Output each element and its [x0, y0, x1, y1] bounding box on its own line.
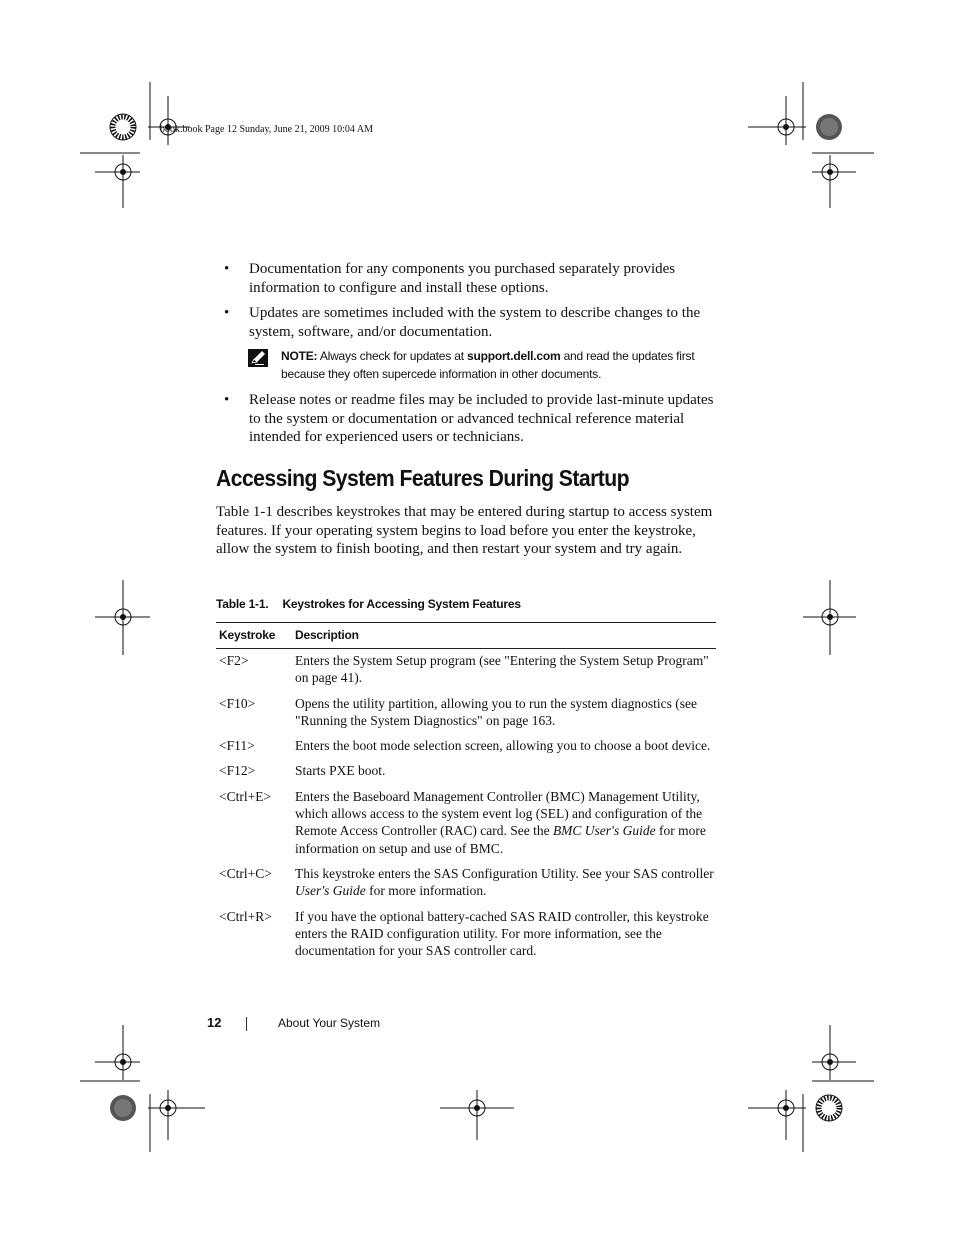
intro-paragraph: Table 1-1 describes keystrokes that may be entered during startup to access system features. If your operating system begins to load before you enter the keystroke, allow the system to finish booting, and then restart your system and try again.: [216, 504, 713, 558]
keystroke-cell: <Ctrl+C>: [219, 865, 272, 881]
table-row: [216, 786, 716, 863]
list-item: • Updates are sometimes included with the system to describe changes to the system, software, and/or documentation.: [224, 305, 701, 340]
column-header-description: Description: [292, 623, 716, 649]
bullet-list: [216, 260, 716, 350]
bullet-icon: •: [224, 392, 230, 408]
description-cell: If you have the optional battery-cached SAS RAID controller, this keystroke enters the RAID configuration utility. For more information, see the documentation for your SAS controller card.: [295, 908, 709, 959]
bullet-list: [216, 391, 716, 454]
keystroke-cell: <Ctrl+E>: [219, 788, 272, 804]
bullet-icon: •: [224, 261, 230, 277]
note-label: NOTE:: [281, 349, 318, 363]
guide-title: User's Guide: [295, 883, 366, 899]
footer-section-title: About Your System: [278, 1016, 381, 1030]
note-text: NOTE: Always check for updates at support.dell.com and read the updates first because they often supercede information in other documents.: [281, 349, 695, 381]
section-heading: Accessing System Features During Startup: [216, 465, 630, 491]
print-slug: book.book Page 12 Sunday, June 21, 2009 10:04 AM: [160, 124, 373, 135]
keystroke-cell: <F2>: [219, 653, 249, 668]
table-row: [216, 863, 716, 906]
table-row: [216, 906, 716, 966]
page-number: 12: [207, 1015, 222, 1030]
keystroke-cell: <F11>: [219, 738, 255, 754]
table-row: [216, 735, 716, 760]
description-cell: Starts PXE boot.: [295, 763, 386, 779]
description-cell: Enters the boot mode selection screen, allowing you to choose a boot device.: [295, 738, 711, 754]
keystroke-cell: <Ctrl+R>: [219, 908, 272, 924]
table-row: [216, 760, 716, 785]
pencil-note-icon: [248, 349, 268, 367]
table-caption: Table 1-1. Keystrokes for Accessing System Features: [216, 597, 521, 611]
list-item: • Documentation for any components you purchased separately provides information to configure and install these options.: [224, 261, 676, 296]
note-box: [248, 348, 716, 383]
table-header-row: [216, 623, 716, 649]
table-row: [216, 693, 716, 736]
guide-title: BMC User's Guide: [552, 823, 656, 839]
description-cell: Enters the Baseboard Management Controller (BMC) Management Utility, which allows access to the system event log (SEL) and configuration of the Remote Access Controller (RAC) card. See the BMC User's Guide for more information on setup and use of BMC.: [295, 788, 706, 856]
keystroke-cell: <F12>: [219, 763, 256, 779]
support-link[interactable]: support.dell.com: [466, 349, 561, 363]
keystroke-table: [216, 622, 716, 965]
bullet-icon: •: [224, 305, 230, 321]
column-header-keystroke: Keystroke: [216, 623, 292, 649]
description-cell: Opens the utility partition, allowing you to run the system diagnostics (see "Running the System Diagnostics" on page 163.: [295, 695, 697, 728]
keystroke-cell: <F10>: [219, 695, 256, 711]
list-item: • Release notes or readme files may be included to provide last-minute updates to the system or documentation or advanced technical reference material intended for experienced users or technicians.: [224, 392, 714, 445]
table-row: [216, 649, 716, 693]
description-cell: This keystroke enters the SAS Configuration Utility. See your SAS controller User's Guide for more information.: [295, 865, 714, 899]
footer-divider: [246, 1017, 247, 1031]
description-cell: Enters the System Setup program (see "Entering the System Setup Program" on page 41).: [295, 653, 709, 686]
